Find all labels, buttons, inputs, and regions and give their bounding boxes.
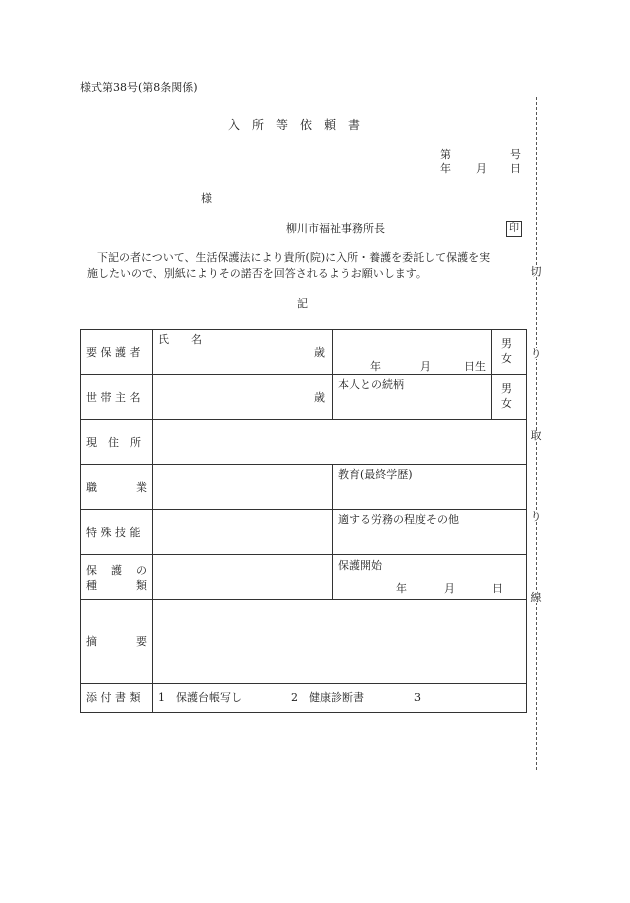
row-label-address: 現 住 所 <box>86 436 141 449</box>
attachment-item-1: 1 保護台帳写し <box>158 691 242 704</box>
doc-number-suffix: 号 <box>510 148 521 161</box>
row-label-occupation-b: 業 <box>136 481 147 494</box>
document-title: 入 所 等 依 頼 書 <box>228 118 361 132</box>
birth-year: 年 <box>370 360 381 373</box>
row-label-attachments: 添 付 書 類 <box>86 691 141 704</box>
body-text-line2: 施したいので、別紙によりその諾否を回答されるようお願いします。 <box>87 267 427 280</box>
doc-date-year: 年 <box>440 162 451 175</box>
row-label-type-4: 種 <box>86 579 97 592</box>
relation-label: 本人との続柄 <box>338 378 404 391</box>
start-year: 年 <box>396 582 407 595</box>
birth-day: 日生 <box>464 360 486 373</box>
age-unit-2: 歳 <box>314 391 325 404</box>
doc-date-day: 日 <box>510 162 521 175</box>
seal-mark: 印 <box>506 221 522 237</box>
sex-male-1: 男 <box>501 337 512 350</box>
name-label: 氏 名 <box>158 333 202 346</box>
doc-date-month: 月 <box>476 162 487 175</box>
protection-start-label: 保護開始 <box>338 559 382 572</box>
ki-heading: 記 <box>297 297 308 310</box>
row-label-special-skill: 特 殊 技 能 <box>86 526 141 539</box>
cut-char-2: り <box>530 347 542 360</box>
row-label-summary-a: 摘 <box>86 635 97 648</box>
doc-number-prefix: 第 <box>440 148 451 161</box>
row-label-type-2: 護 <box>111 564 122 577</box>
cut-char-5: 線 <box>530 591 542 604</box>
row-label-type-3: の <box>136 564 147 577</box>
row-label-type-1: 保 <box>86 564 97 577</box>
row-label-occupation-a: 職 <box>86 481 97 494</box>
education-label: 教育(最終学歴) <box>338 468 413 481</box>
row-label-protected-person: 要 保 護 者 <box>86 346 141 359</box>
row-label-household-head: 世 帯 主 名 <box>86 391 141 404</box>
cut-char-3: 取 <box>530 429 542 442</box>
row-label-summary-b: 要 <box>136 635 147 648</box>
start-day: 日 <box>492 582 503 595</box>
cut-char-1: 切 <box>530 265 542 278</box>
labor-label: 適する労務の程度その他 <box>338 513 459 526</box>
attachment-item-3: 3 <box>414 691 421 704</box>
sex-female-2: 女 <box>501 397 512 410</box>
form-number: 様式第38号(第8条関係) <box>80 81 198 94</box>
row-label-type-5: 類 <box>136 579 147 592</box>
sex-female-1: 女 <box>501 352 512 365</box>
body-text-line1: 下記の者について、生活保護法により貴所(院)に入所・養護を委託して保護を実 <box>97 251 491 264</box>
start-month: 月 <box>444 582 455 595</box>
birth-month: 月 <box>420 360 431 373</box>
sex-male-2: 男 <box>501 382 512 395</box>
attachment-item-2: 2 健康診断書 <box>291 691 364 704</box>
cut-char-4: り <box>530 510 542 523</box>
addressee-suffix: 様 <box>201 192 212 205</box>
age-unit-1: 歳 <box>314 346 325 359</box>
applicant-table <box>80 329 527 713</box>
sender-name: 柳川市福祉事務所長 <box>286 222 385 235</box>
